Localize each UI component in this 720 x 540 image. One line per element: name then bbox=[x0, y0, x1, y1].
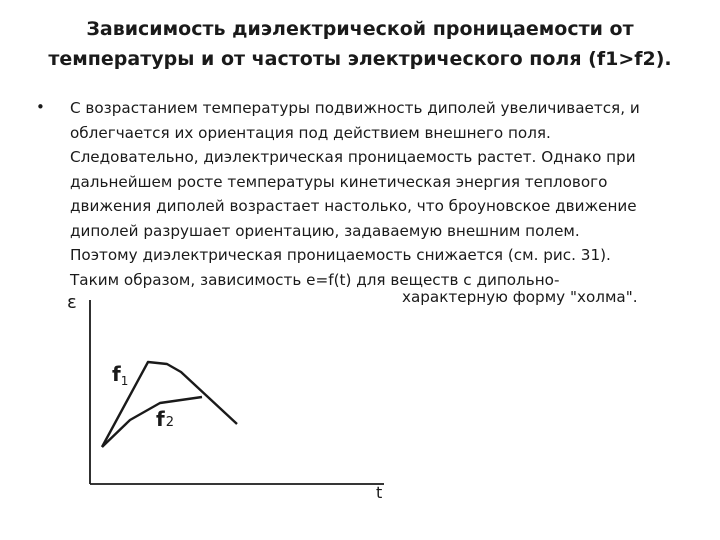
bullet-line: Таким образом, зависимость e=f(t) для веществ с дипольно- bbox=[70, 270, 560, 289]
bullet-line: С возрастанием температуры подвижность диполей увеличивается, и bbox=[70, 99, 640, 117]
bullet-item bbox=[36, 96, 676, 292]
curve-f2-label-main: f bbox=[156, 407, 165, 431]
bullet-line: диполей разрушает ориентацию, задаваемую внешним полем. bbox=[70, 221, 580, 240]
bullet-line: движения диполей возрастает настолько, что броуновское движение bbox=[70, 197, 637, 215]
bullet-line: Следовательно, диэлектрическая проницаемость растет. Однако при bbox=[70, 148, 636, 166]
curve-f2-label bbox=[156, 407, 174, 431]
bullet-line: дальнейшем росте температуры кинетическая энергия теплового bbox=[70, 172, 608, 191]
y-axis-label: ε bbox=[67, 292, 77, 313]
x-axis-label: t bbox=[376, 483, 383, 502]
curve-f1-label-sub: 1 bbox=[120, 374, 129, 388]
bullet-line: Поэтому диэлектрическая проницаемость снижается (см. рис. 31). bbox=[70, 246, 611, 264]
bullet-text bbox=[70, 96, 665, 292]
curve-f2 bbox=[102, 397, 202, 447]
bullet-line: облегчается их ориентация под действием внешнего поля. bbox=[70, 123, 551, 142]
title-line-1: Зависимость диэлектрической проницаемости от bbox=[86, 18, 634, 40]
curve-f2-label-sub: 2 bbox=[165, 415, 174, 430]
bullet-dot-icon: • bbox=[36, 98, 45, 116]
curve-f1 bbox=[102, 362, 237, 447]
bullet-line-continuation: характерную форму "холма". bbox=[402, 288, 638, 306]
title-line-2: температуры и от частоты электрического поля (f1>f2). bbox=[48, 48, 672, 70]
curve-f1-label bbox=[112, 362, 128, 388]
curve-f1-label-main: f bbox=[112, 362, 121, 386]
slide-title bbox=[40, 14, 680, 74]
